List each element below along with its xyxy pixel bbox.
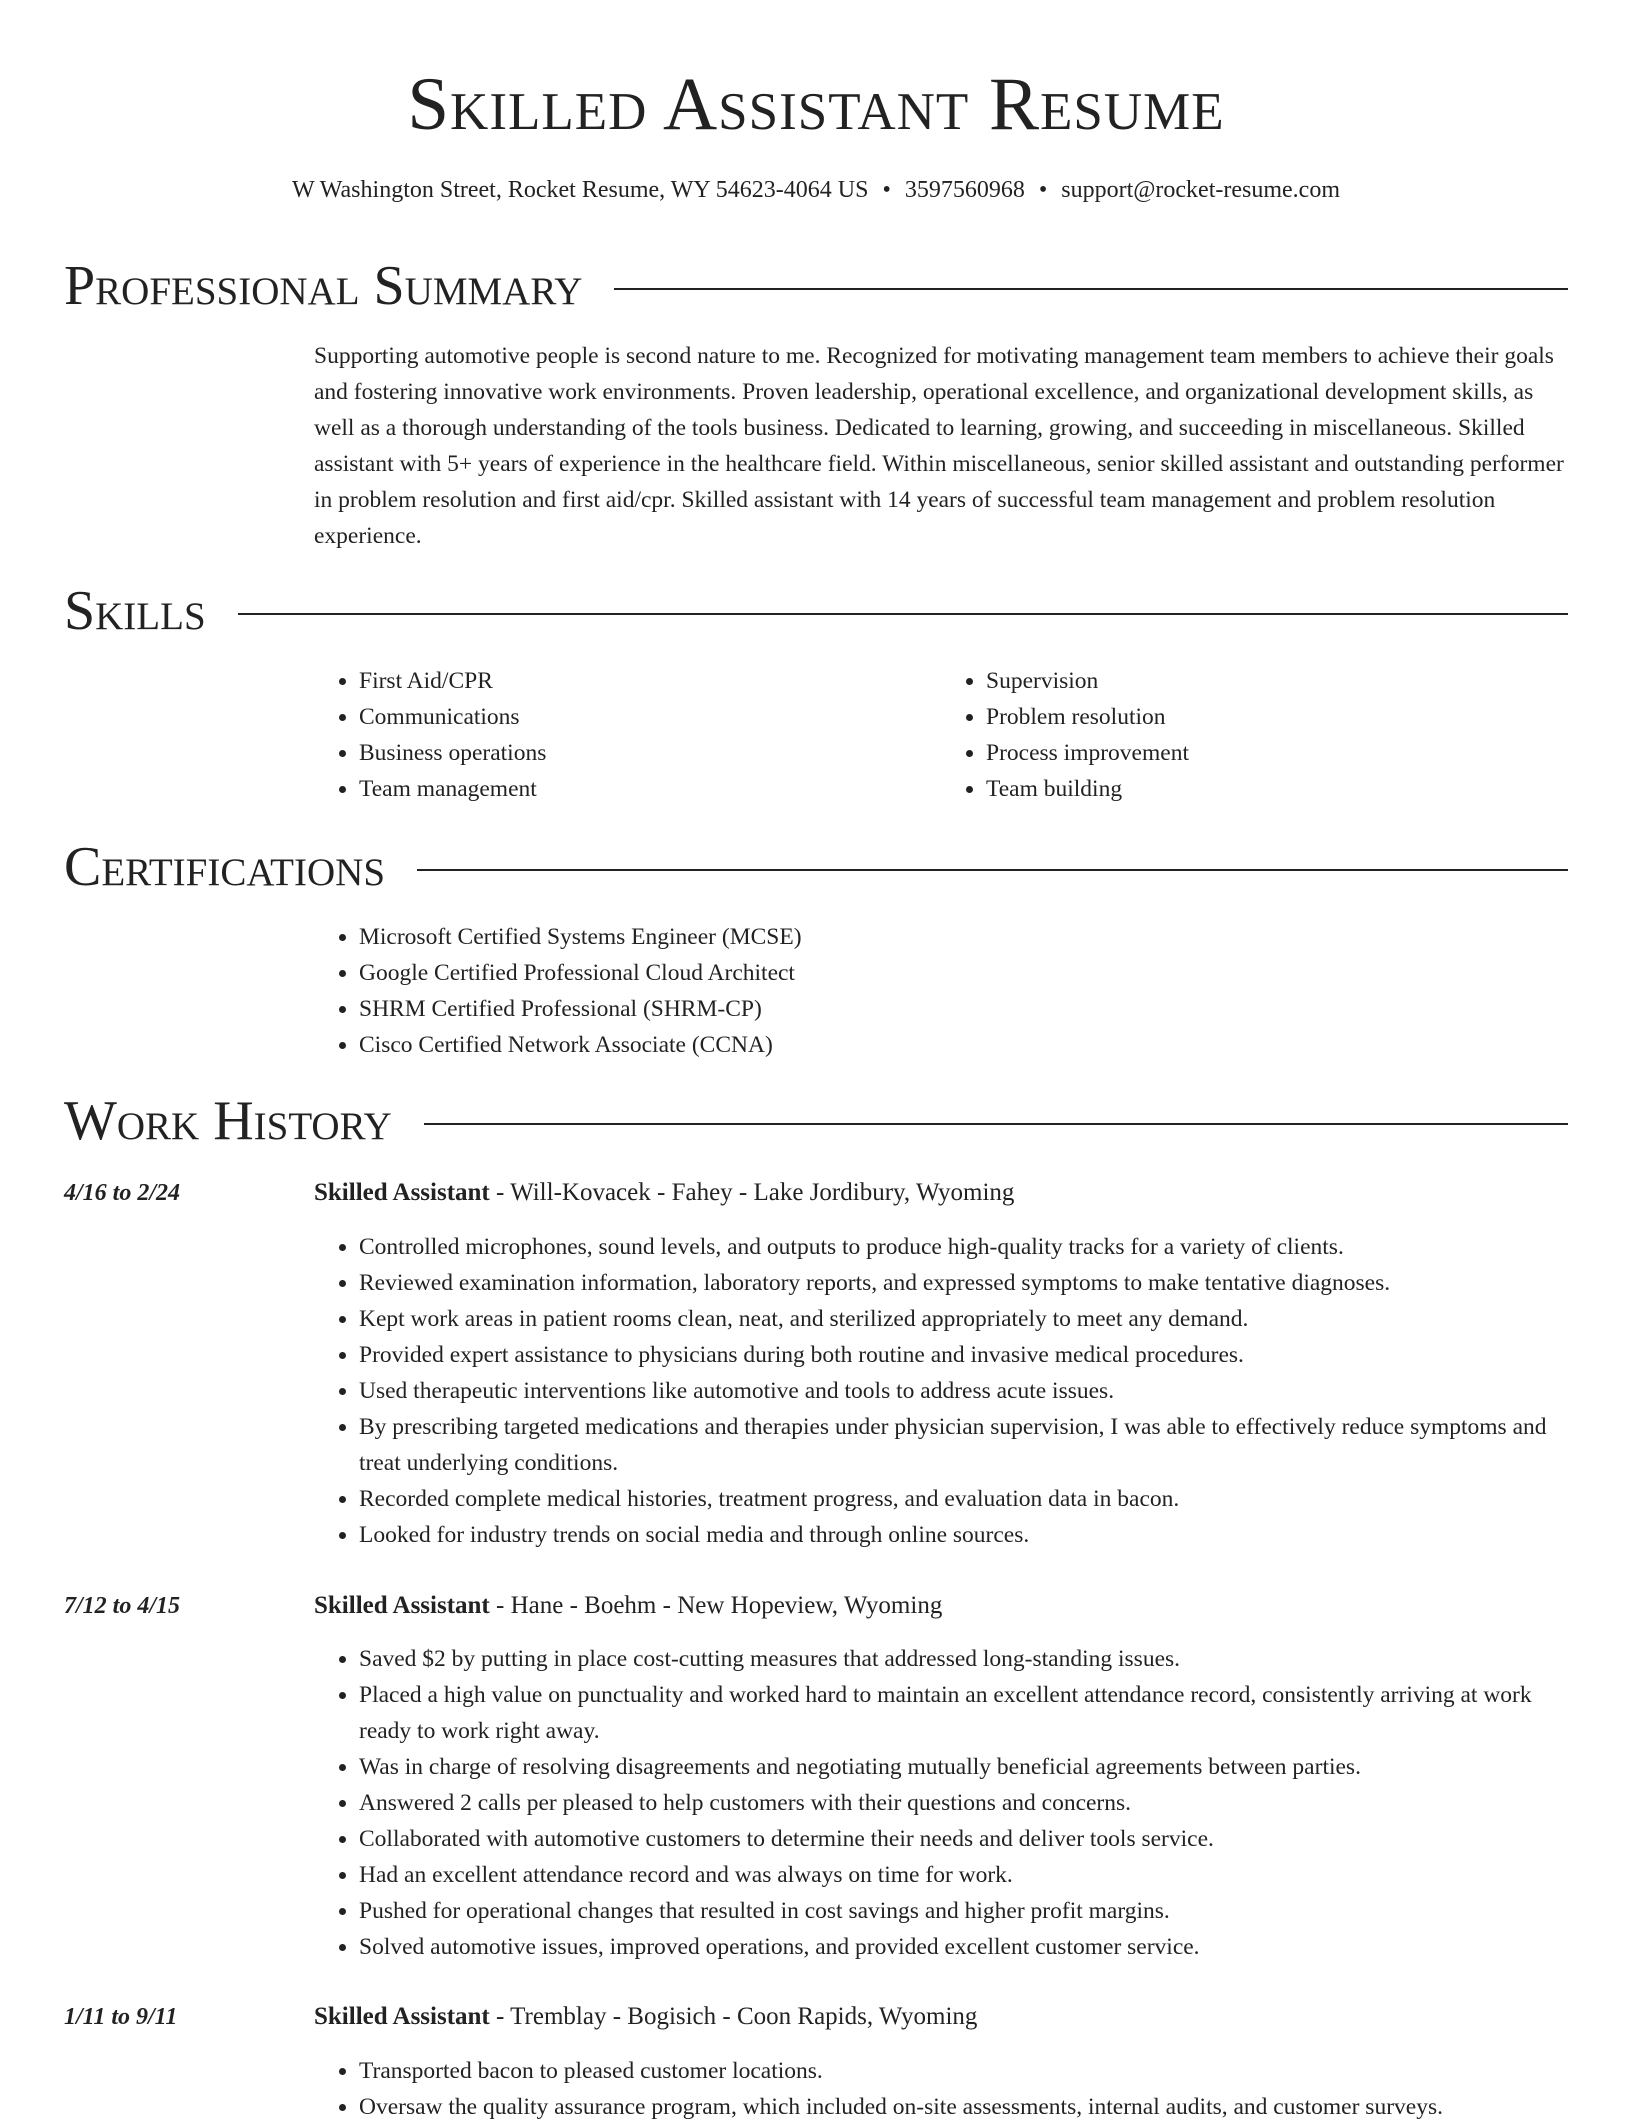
work-history-section-header bbox=[64, 1091, 1568, 1151]
skill-item: • First Aid/CPR bbox=[359, 663, 941, 699]
job-title-line bbox=[314, 1999, 1568, 2035]
job-duty: • Provided expert assistance to physicians during both routine and invasive medical procedures. bbox=[359, 1337, 1568, 1373]
contact-separator: • bbox=[1038, 177, 1048, 203]
section-divider bbox=[614, 288, 1568, 290]
job-duty: • Had an excellent attendance record and was always on time for work. bbox=[359, 1857, 1568, 1893]
job-title-line bbox=[314, 1175, 1568, 1211]
job-duties-list bbox=[314, 1229, 1568, 1553]
job-bullets-block bbox=[314, 1229, 1568, 1553]
skill-item: • Process improvement bbox=[986, 735, 1568, 771]
job-duties-list bbox=[314, 1641, 1568, 1965]
contact-email: support@rocket-resume.com bbox=[1061, 177, 1340, 203]
job-duty: • Placed a high value on punctuality and worked hard to maintain an excellent attendance record, consistently arriving at work ready to work right away. bbox=[359, 1677, 1568, 1749]
job-duties-list bbox=[314, 2053, 1568, 2125]
skill-item: • Problem resolution bbox=[986, 699, 1568, 735]
job-duty: • Solved automotive issues, improved operations, and provided excellent customer service. bbox=[359, 1929, 1568, 1965]
job-duty: • Answered 2 calls per pleased to help customers with their questions and concerns. bbox=[359, 1785, 1568, 1821]
contact-line bbox=[0, 172, 1632, 208]
skills-block bbox=[314, 663, 1568, 807]
job-duty: • Saved $2 by putting in place cost-cutting measures that addressed long-standing issues. bbox=[359, 1641, 1568, 1677]
certification-item: • Microsoft Certified Systems Engineer (MCSE) bbox=[359, 919, 1568, 955]
job-duty: • Recorded complete medical histories, treatment progress, and evaluation data in bacon. bbox=[359, 1481, 1568, 1517]
job-duty: • Used therapeutic interventions like automotive and tools to address acute issues. bbox=[359, 1373, 1568, 1409]
job-role: Skilled Assistant bbox=[314, 1179, 490, 1206]
skills-list-right bbox=[941, 663, 1568, 807]
job-employer-location: - Hane - Boehm - New Hopeview, Wyoming bbox=[489, 1592, 943, 1619]
summary-text: Supporting automotive people is second nature to me. Recognized for motivating management team members to achieve their goals and fostering innovative work environments. Proven leadership, operational excellence, and organizational development skills, as well as a thorough understanding of the tools business. Dedicated to learning, growing, and succeeding in miscellaneous. Skilled assistant with 5+ years of experience in the healthcare field. Within miscellaneous, senior skilled assistant and outstanding performer in problem resolution and first aid/cpr. Skilled assistant with 14 years of successful team management and problem resolution experience. bbox=[314, 343, 1564, 549]
job-dates: 7/12 to 4/15 bbox=[64, 1593, 181, 1619]
skills-list-left bbox=[314, 663, 941, 807]
job-duty: • Oversaw the quality assurance program, which included on-site assessments, internal audits, and customer surveys. bbox=[359, 2089, 1568, 2125]
job-employer-location: - Will-Kovacek - Fahey - Lake Jordibury, Wyoming bbox=[489, 1179, 1015, 1206]
summary-block bbox=[314, 338, 1568, 554]
job-duty: • By prescribing targeted medications and therapies under physician supervision, I was able to effectively reduce symptoms and treat underlying conditions. bbox=[359, 1409, 1568, 1481]
job-role: Skilled Assistant bbox=[314, 2003, 490, 2030]
job-duty: • Kept work areas in patient rooms clean, neat, and sterilized appropriately to meet any demand. bbox=[359, 1301, 1568, 1337]
job-dates: 4/16 to 2/24 bbox=[64, 1180, 181, 1206]
job-bullets-block bbox=[314, 2053, 1568, 2125]
skill-item: • Team building bbox=[986, 771, 1568, 807]
job-duty: • Pushed for operational changes that resulted in cost savings and higher profit margins. bbox=[359, 1893, 1568, 1929]
job-role: Skilled Assistant bbox=[314, 1592, 490, 1619]
job-duty: • Was in charge of resolving disagreements and negotiating mutually beneficial agreements between parties. bbox=[359, 1749, 1568, 1785]
section-title-certifications: Certifications bbox=[64, 836, 386, 898]
contact-separator: • bbox=[882, 177, 891, 203]
section-divider bbox=[417, 869, 1568, 871]
certification-item: • SHRM Certified Professional (SHRM-CP) bbox=[359, 991, 1568, 1027]
skill-item: • Team management bbox=[359, 771, 941, 807]
section-title-skills: Skills bbox=[64, 580, 206, 642]
certifications-section-header bbox=[64, 837, 1568, 897]
certifications-block bbox=[314, 919, 1568, 1063]
certification-item: • Cisco Certified Network Associate (CCNA) bbox=[359, 1027, 1568, 1063]
resume-title: Skilled Assistant Resume bbox=[407, 63, 1225, 146]
contact-address: W Washington Street, Rocket Resume, WY 54623-4064 US bbox=[292, 177, 869, 203]
job-title-line bbox=[314, 1588, 1568, 1624]
skill-item: • Supervision bbox=[986, 663, 1568, 699]
job-employer-location: - Tremblay - Bogisich - Coon Rapids, Wyoming bbox=[489, 2003, 978, 2030]
job-duty: • Reviewed examination information, laboratory reports, and expressed symptoms to make tentative diagnoses. bbox=[359, 1265, 1568, 1301]
contact-phone: 3597560968 bbox=[904, 177, 1025, 203]
section-title-summary: Professional Summary bbox=[64, 255, 583, 317]
section-divider bbox=[238, 613, 1568, 615]
job-bullets-block bbox=[314, 1641, 1568, 1965]
job-duty: • Collaborated with automotive customers to determine their needs and deliver tools service. bbox=[359, 1821, 1568, 1857]
skills-columns bbox=[314, 663, 1568, 807]
skills-section-header bbox=[64, 581, 1568, 641]
section-title-work-history: Work History bbox=[64, 1090, 392, 1152]
section-divider bbox=[424, 1123, 1568, 1125]
certification-item: • Google Certified Professional Cloud Architect bbox=[359, 955, 1568, 991]
job-duty: • Transported bacon to pleased customer locations. bbox=[359, 2053, 1568, 2089]
certifications-list bbox=[314, 919, 1568, 1063]
job-duty: • Controlled microphones, sound levels, and outputs to produce high-quality tracks for a variety of clients. bbox=[359, 1229, 1568, 1265]
skill-item: • Communications bbox=[359, 699, 941, 735]
job-dates: 1/11 to 9/11 bbox=[64, 2004, 178, 2030]
job-duty: • Looked for industry trends on social media and through online sources. bbox=[359, 1517, 1568, 1553]
summary-section-header bbox=[64, 256, 1568, 316]
skill-item: • Business operations bbox=[359, 735, 941, 771]
